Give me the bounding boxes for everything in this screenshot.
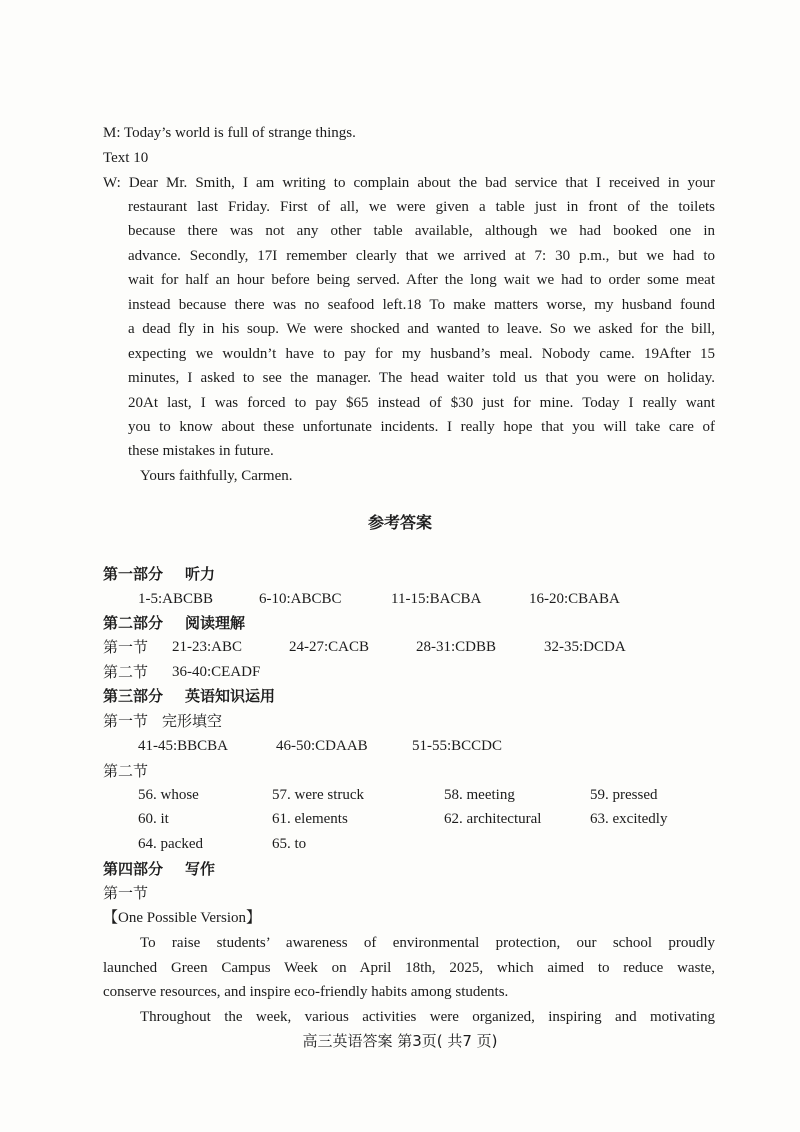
letter-signoff: Yours faithfully, Carmen. xyxy=(140,468,293,484)
part-name: 英语知识运用 xyxy=(185,687,276,705)
letter-line: wait for half an hour before being served. After the long wait we had to order some meat xyxy=(128,272,715,288)
grammar-answer: 59. pressed xyxy=(590,787,658,803)
grammar-answer: 62. architectural xyxy=(444,811,542,827)
part-label: 第二部分 xyxy=(103,614,164,632)
letter-line: instead because there was no seafood left.18 To make matters worse, my husband found xyxy=(128,297,715,313)
essay-line: To raise students’ awareness of environmental protection, our school proudly xyxy=(140,935,715,951)
answer-range: 32-35:DCDA xyxy=(544,639,626,655)
grammar-answer: 57. were struck xyxy=(272,787,365,803)
letter-line: expecting we wouldn’t have to pay for my husband’s meal. Nobody came. 19After 15 xyxy=(128,346,715,362)
part-name: 阅读理解 xyxy=(185,614,246,632)
answer-range: 46-50:CDAAB xyxy=(276,738,368,754)
answer-range: 16-20:CBABA xyxy=(529,591,620,607)
part-label: 第三部分 xyxy=(103,687,164,705)
letter-line: minutes, I asked to see the manager. The head waiter told us that you were on holiday. xyxy=(128,370,715,386)
grammar-answer: 64. packed xyxy=(138,836,203,852)
answer-range: 41-45:BBCBA xyxy=(138,738,229,754)
part3-section1-heading xyxy=(103,710,222,732)
letter-line: a dead fly in his soup. We were shocked and wanted to leave. So we asked for the bill, xyxy=(128,321,715,337)
possible-version-label: 【One Possible Version】 xyxy=(103,910,262,926)
answer-range: 11-15:BACBA xyxy=(391,591,482,607)
essay-line: launched Green Campus Week on April 18th, 2025, which aimed to reduce waste, xyxy=(103,960,715,976)
answer-range: 21-23:ABC xyxy=(172,639,243,655)
answer-range: 24-27:CACB xyxy=(289,639,370,655)
letter-line: restaurant last Friday. First of all, we were given a table just in front of the toilets xyxy=(128,199,715,215)
part2-heading xyxy=(103,612,245,634)
answers-title: 参考答案 xyxy=(367,513,432,532)
part2-section1-label: 第一节 xyxy=(103,638,149,656)
part-name: 听力 xyxy=(185,565,216,583)
letter-line: W: Dear Mr. Smith, I am writing to complain about the bad service that I received in your xyxy=(103,175,715,191)
letter-line: because there was not any other table available, although we had booked one in xyxy=(128,223,715,239)
part-label: 第一部分 xyxy=(103,565,164,583)
letter-line: these mistakes in future. xyxy=(128,443,274,459)
answer-range: 1-5:ABCBB xyxy=(138,591,214,607)
part-label: 第四部分 xyxy=(103,860,164,878)
answer-range: 6-10:ABCBC xyxy=(259,591,342,607)
part2-section2-label: 第二节 xyxy=(103,663,149,681)
letter-line: advance. Secondly, 17I remember clearly that we arrived at 7: 30 p.m., but we had to xyxy=(128,248,715,264)
essay-line: Throughout the week, various activities were organized, inspiring and motivating xyxy=(140,1009,715,1025)
part4-section1-label: 第一节 xyxy=(103,884,149,902)
text10-label: Text 10 xyxy=(103,150,149,166)
letter-line: 20At last, I was forced to pay $65 instead of $30 just for mine. Today I really want xyxy=(128,395,715,411)
answer-range: 51-55:BCCDC xyxy=(412,738,503,754)
grammar-answer: 58. meeting xyxy=(444,787,515,803)
transcript-m-line: M: Today’s world is full of strange things. xyxy=(103,125,356,141)
letter-line: you to know about these unfortunate incidents. I really hope that you will take care of xyxy=(128,419,715,435)
grammar-answer: 65. to xyxy=(272,836,307,852)
section-name: 完形填空 xyxy=(162,712,223,730)
part-name: 写作 xyxy=(185,860,216,878)
part3-section2-label: 第二节 xyxy=(103,762,149,780)
part4-heading xyxy=(103,858,215,880)
grammar-answer: 56. whose xyxy=(138,787,199,803)
part3-heading xyxy=(103,685,275,707)
grammar-answer: 61. elements xyxy=(272,811,348,827)
answer-range: 28-31:CDBB xyxy=(416,639,497,655)
section-label: 第一节 xyxy=(103,712,149,730)
part1-heading xyxy=(103,563,215,585)
essay-line: conserve resources, and inspire eco-friendly habits among students. xyxy=(103,984,509,1000)
answer-range: 36-40:CEADF xyxy=(172,664,261,680)
grammar-answer: 63. excitedly xyxy=(590,811,668,827)
grammar-answer: 60. it xyxy=(138,811,169,827)
page-footer: 高三英语答案 第3页( 共7 页) xyxy=(302,1032,498,1050)
